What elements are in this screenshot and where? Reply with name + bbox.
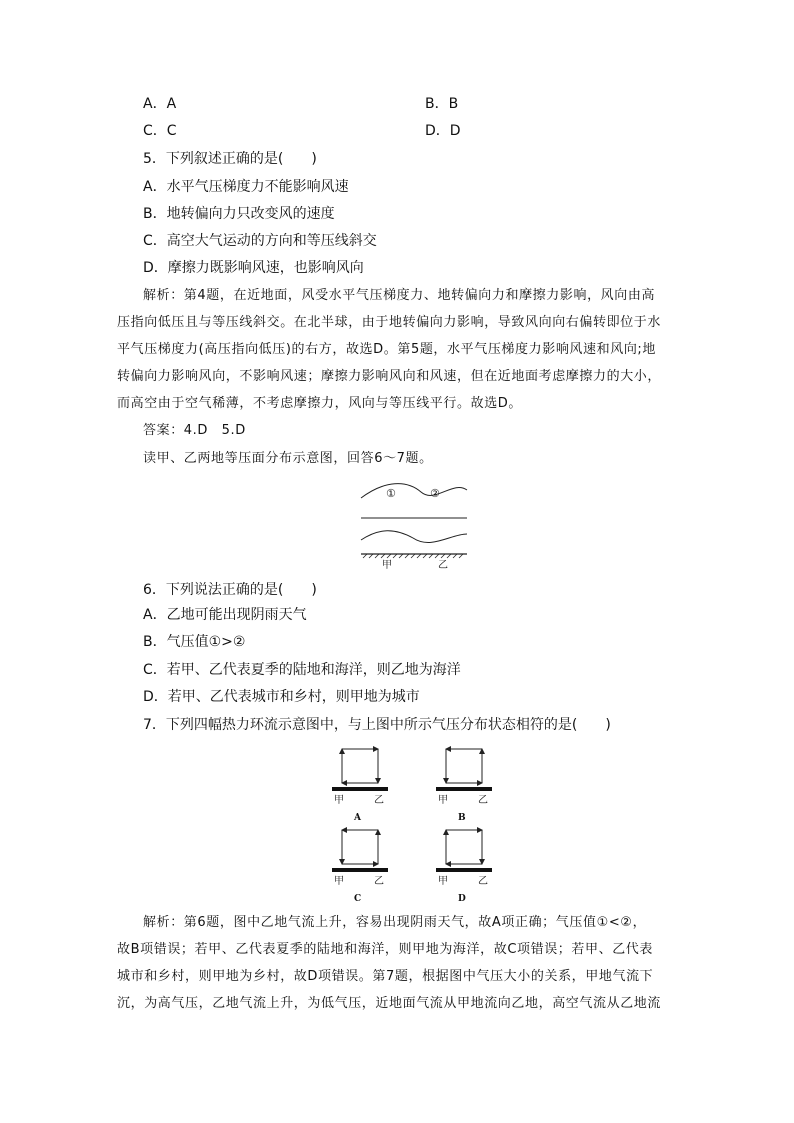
- analysis2-line: 沉，为高气压，乙地气流上升，为低气压，近地面气流从甲地流向乙地，高空气流从乙地流: [117, 996, 662, 1011]
- location-jia-label: 甲: [382, 560, 392, 571]
- panel-d-yi-label: 乙: [478, 876, 488, 887]
- panel-a-jia-label: 甲: [334, 795, 344, 806]
- q6-option-a: A．乙地可能出现阴雨天气: [143, 607, 307, 623]
- point-2-label: ②: [430, 487, 440, 500]
- q5-stem: 5．下列叙述正确的是( ): [143, 151, 317, 167]
- analysis2-line: 城市和乡村，则甲地为乡村，故D项错误。第7题，根据图中气压大小的关系，甲地气流下: [117, 969, 654, 984]
- q6-option-c: C．若甲、乙代表夏季的陆地和海洋，则乙地为海洋: [143, 662, 461, 678]
- panel-c-yi-label: 乙: [374, 876, 384, 887]
- location-yi-label: 乙: [438, 560, 448, 571]
- analysis2-line: 故B项错误；若甲、乙代表夏季的陆地和海洋，则甲地为海洋，故C项错误；若甲、乙代表: [117, 942, 653, 957]
- analysis1-line: 解析：第4题，在近地面，风受水平气压梯度力、地转偏向力和摩擦力影响，风向由高: [143, 288, 656, 303]
- analysis1-line: 平气压梯度力(高压指向低压)的右方，故选D。第5题，水平气压梯度力影响风速和风向;地: [117, 342, 657, 357]
- q6-option-b: B．气压值①>②: [143, 634, 246, 650]
- panel-d-jia-label: 甲: [438, 876, 448, 887]
- circulation-panel-a: [330, 745, 390, 825]
- isobar-figure: [355, 480, 475, 572]
- circulation-panel-c: [330, 826, 390, 906]
- q4-option-b: B．B: [425, 96, 459, 112]
- q6-stem: 6．下列说法正确的是( ): [143, 582, 317, 598]
- q4-option-c: C．C: [143, 123, 177, 139]
- q4-option-a: A．A: [143, 96, 177, 112]
- intro-line: 读甲、乙两地等压面分布示意图，回答6～7题。: [143, 451, 433, 466]
- q5-option-d: D．摩擦力既影响风速，也影响风向: [143, 260, 364, 276]
- panel-a-yi-label: 乙: [374, 795, 384, 806]
- panel-b-yi-label: 乙: [478, 795, 488, 806]
- q5-option-b: B．地转偏向力只改变风的速度: [143, 206, 335, 222]
- circulation-panel-d: [434, 826, 494, 906]
- q6-option-d: D．若甲、乙代表城市和乡村，则甲地为城市: [143, 689, 420, 705]
- panel-c-jia-label: 甲: [334, 876, 344, 887]
- panel-b-jia-label: 甲: [438, 795, 448, 806]
- analysis2-line: 解析：第6题，图中乙地气流上升，容易出现阴雨天气，故A项正确；气压值①<②，: [143, 915, 647, 930]
- analysis1-line: 转偏向力影响风向，不影响风速；摩擦力影响风向和风速，但在近地面考虑摩擦力的大小，: [117, 369, 662, 384]
- panel-d-caption: D: [458, 894, 466, 904]
- point-1-label: ①: [386, 487, 396, 500]
- analysis1-line: 压指向低压且与等压线斜交。在北半球，由于地转偏向力影响，导致风向向右偏转即位于水: [117, 315, 662, 330]
- analysis1-line: 而高空由于空气稀薄，不考虑摩擦力，风向与等压线平行。故选D。: [117, 396, 523, 411]
- answer-line: 答案：4.D 5.D: [143, 423, 246, 438]
- panel-a-caption: A: [354, 813, 361, 823]
- panel-b-caption: B: [458, 813, 466, 823]
- q5-option-c: C．高空大气运动的方向和等压线斜交: [143, 233, 377, 249]
- q4-option-d: D．D: [425, 123, 461, 139]
- q5-option-a: A．水平气压梯度力不能影响风速: [143, 179, 349, 195]
- circulation-panel-b: [434, 745, 494, 825]
- panel-c-caption: C: [354, 894, 362, 904]
- q7-stem: 7．下列四幅热力环流示意图中，与上图中所示气压分布状态相符的是( ): [143, 717, 611, 733]
